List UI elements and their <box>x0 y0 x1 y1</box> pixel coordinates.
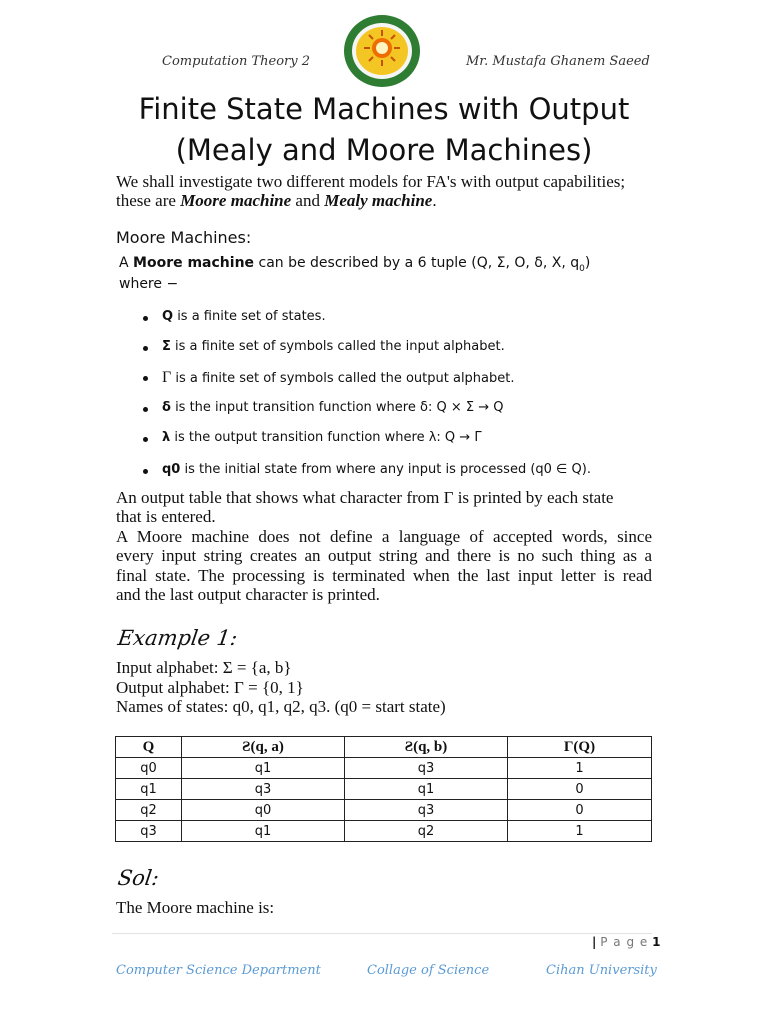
intro-moore-term: Moore machine <box>180 191 292 210</box>
bullet-dot <box>143 437 148 442</box>
bullet-text: is a finite set of states. <box>173 309 326 324</box>
table-row <box>116 758 652 779</box>
bullet-text: is a finite set of symbols called the output alphabet. <box>171 371 515 386</box>
table-cell: q2 <box>116 800 182 821</box>
example-input-alphabet: Input alphabet: Σ = {a, b} <box>116 658 292 677</box>
transition-table <box>115 736 652 842</box>
table-cell: 0 <box>508 779 652 800</box>
intro-line-1: We shall investigate two different models for FA's with output capabilities; <box>116 172 626 191</box>
table-cell: q3 <box>116 821 182 842</box>
table-cell: q1 <box>345 779 508 800</box>
bullet-output-alphabet <box>162 369 515 387</box>
table-cell: q2 <box>345 821 508 842</box>
header-course-title: Computation Theory 2 <box>162 54 311 69</box>
bullet-symbol: q0 <box>162 462 181 477</box>
bullet-text: is the input transition function where δ: Q × Σ → Q <box>170 400 504 415</box>
def-tuple: can be described by a 6 tuple (Q, Σ, O, δ, X, q <box>254 255 580 271</box>
table-header-row <box>116 737 652 758</box>
def-subscript: 0 <box>579 263 585 274</box>
university-logo <box>342 14 422 88</box>
footer-department: Computer Science Department <box>116 963 321 978</box>
table-cell: 1 <box>508 758 652 779</box>
table-cell: q0 <box>182 800 345 821</box>
bullet-dot <box>143 316 148 321</box>
bullet-symbol: δ <box>162 400 171 415</box>
table-cell: 1 <box>508 821 652 842</box>
example-output-alphabet: Output alphabet: Γ = {0, 1} <box>116 678 304 697</box>
col-header-output: Γ(Q) <box>508 737 652 758</box>
solution-heading: Sol: <box>116 866 161 890</box>
output-para-line-3: A Moore machine does not define a language of accepted words, since <box>116 527 652 546</box>
table-cell: q3 <box>345 758 508 779</box>
footer-divider <box>112 933 652 934</box>
bullet-symbol: Γ <box>162 369 172 386</box>
page-title-line-1: Finite State Machines with Output <box>138 92 630 126</box>
page-number <box>592 935 660 949</box>
bullet-output-function <box>162 430 482 445</box>
moore-section-heading: Moore Machines: <box>116 228 252 247</box>
bullet-initial-state <box>162 462 591 477</box>
moore-definition-line-1 <box>119 255 590 274</box>
bullet-text: is the initial state from where any input is processed (q0 ∈ Q). <box>180 462 591 477</box>
solution-text: The Moore machine is: <box>116 898 275 917</box>
table-row <box>116 779 652 800</box>
def-bold-term: Moore machine <box>133 255 255 271</box>
bullet-dot <box>143 407 148 412</box>
table-cell: q0 <box>116 758 182 779</box>
intro-prefix: these are <box>116 191 181 210</box>
table-cell: q1 <box>182 821 345 842</box>
def-close: ) <box>584 255 591 271</box>
bullet-input-alphabet <box>162 339 505 354</box>
def-prefix: A <box>119 255 134 271</box>
table-cell: 0 <box>508 800 652 821</box>
bullet-states <box>162 309 326 324</box>
output-para-line-1: An output table that shows what character from Γ is printed by each state <box>116 488 614 507</box>
page-number-value: 1 <box>652 935 661 949</box>
intro-line-2 <box>116 191 437 211</box>
col-header-delta-b: Ƨ(q, b) <box>345 737 508 758</box>
bullet-dot <box>143 469 148 474</box>
output-para-line-6: and the last output character is printed. <box>116 585 380 604</box>
example-heading: Example 1: <box>116 626 239 650</box>
moore-definition-line-2: where − <box>119 276 179 292</box>
table-cell: q3 <box>345 800 508 821</box>
table-cell: q1 <box>116 779 182 800</box>
output-para-line-5: final state. The processing is terminated when the last input letter is read <box>116 566 652 585</box>
bullet-symbol: Q <box>162 309 174 324</box>
intro-end: . <box>432 191 437 210</box>
footer-university: Cihan University <box>546 963 657 978</box>
bullet-dot <box>143 376 148 381</box>
page-bar: | <box>592 935 597 949</box>
col-header-delta-a: Ƨ(q, a) <box>182 737 345 758</box>
example-state-names: Names of states: q0, q1, q2, q3. (q0 = start state) <box>116 697 446 716</box>
bullet-text: is the output transition function where λ: Q → Γ <box>170 430 482 445</box>
intro-and: and <box>291 191 325 210</box>
bullet-symbol: Σ <box>162 339 171 354</box>
bullet-dot <box>143 346 148 351</box>
table-cell: q3 <box>182 779 345 800</box>
table-row <box>116 800 652 821</box>
header-author: Mr. Mustafa Ghanem Saeed <box>466 54 650 69</box>
output-para-line-4: every input string creates an output string and there is no such thing as a <box>116 546 652 565</box>
bullet-symbol: λ <box>162 430 171 445</box>
col-header-state: Q <box>116 737 182 758</box>
footer-college: Collage of Science <box>367 963 490 978</box>
page-title-line-2: (Mealy and Moore Machines) <box>175 133 593 167</box>
table-row <box>116 821 652 842</box>
output-para-line-2: that is entered. <box>116 507 216 526</box>
page-label: P a g e <box>600 935 649 949</box>
intro-mealy-term: Mealy machine <box>324 191 433 210</box>
table-cell: q1 <box>182 758 345 779</box>
bullet-transition-function <box>162 400 503 415</box>
bullet-text: is a finite set of symbols called the input alphabet. <box>170 339 505 354</box>
